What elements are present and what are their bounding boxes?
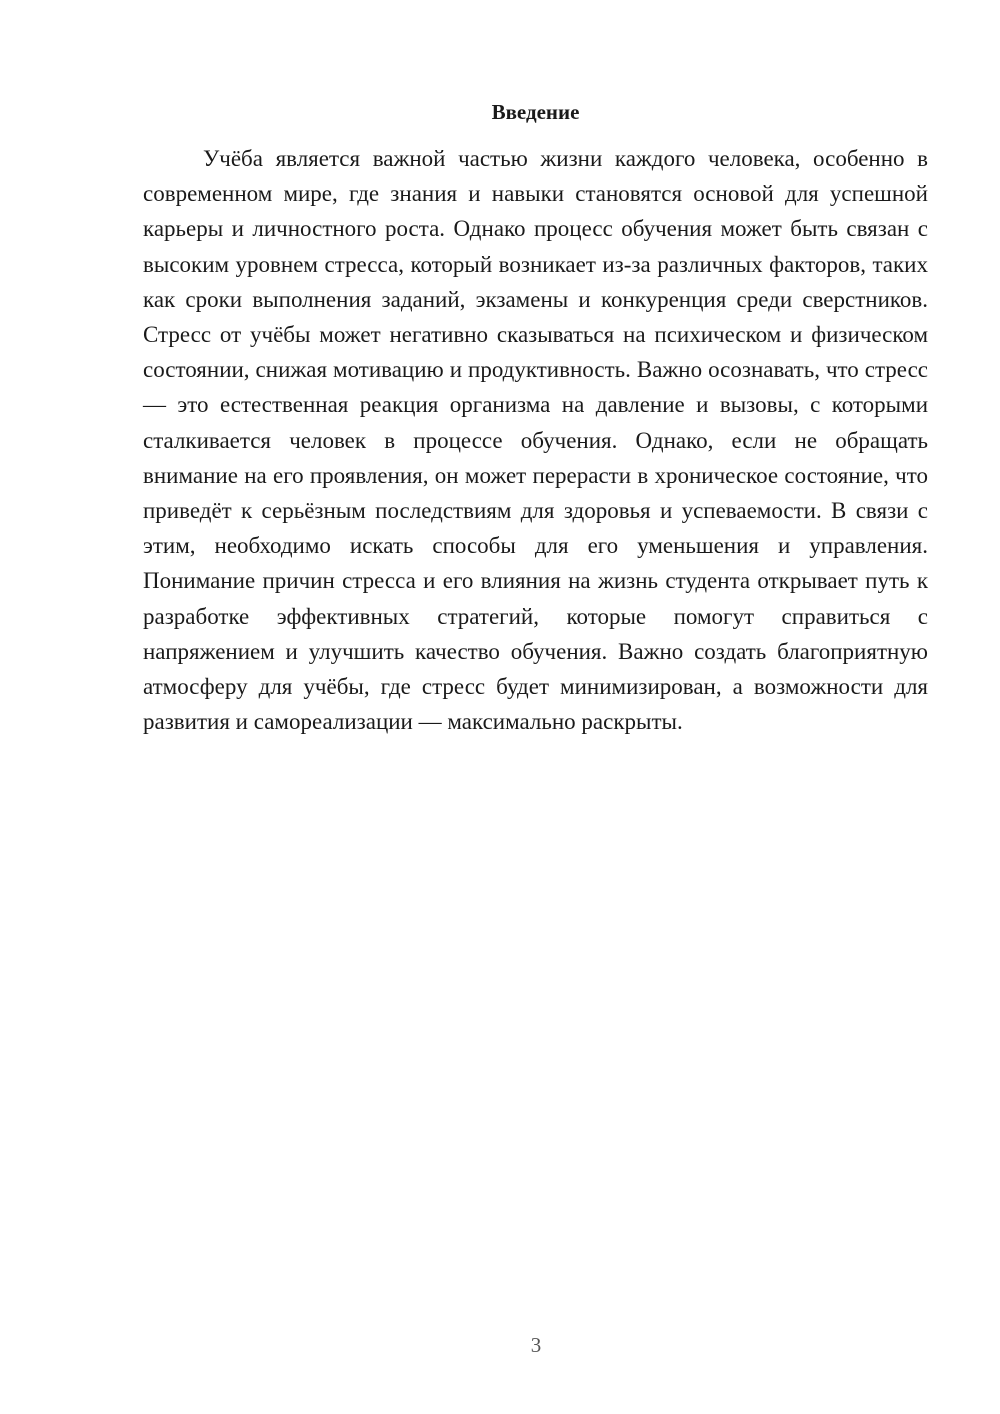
body-paragraph: Учёба является важной частью жизни каждого человека, особенно в современном мире, где знания и навыки становятся основой для успешной карьеры и личностного роста. Однако процесс обучения может быть связан с высоким уровнем стресса, который возникает из-за различных факторов, таких как сроки выполнения заданий, экзамены и конкуренция среди сверстников. Стресс от учёбы может негативно сказываться на психическом и физическом состоянии, снижая мотивацию и продуктивность. Важно осознавать, что стресс — это естественная реакция организма на давление и вызовы, с которыми сталкивается человек в процессе обучения. Однако, если не обращать внимание на его проявления, он может перерасти в хроническое состояние, что приведёт к серьёзным последствиям для здоровья и успеваемости. В связи с этим, необходимо искать способы для его уменьшения и управления. Понимание причин стресса и его влияния на жизнь студента открывает путь к разработке эффективных стратегий, которые помогут справиться с напряжением и улучшить качество обучения. Важно создать благоприятную атмосферу для учёбы, где стресс будет минимизирован, а возможности для развития и самореализации — максимально раскрыты. [143,146,928,735]
section-heading: Введение [491,100,580,124]
page-number: 3 [530,1333,542,1357]
